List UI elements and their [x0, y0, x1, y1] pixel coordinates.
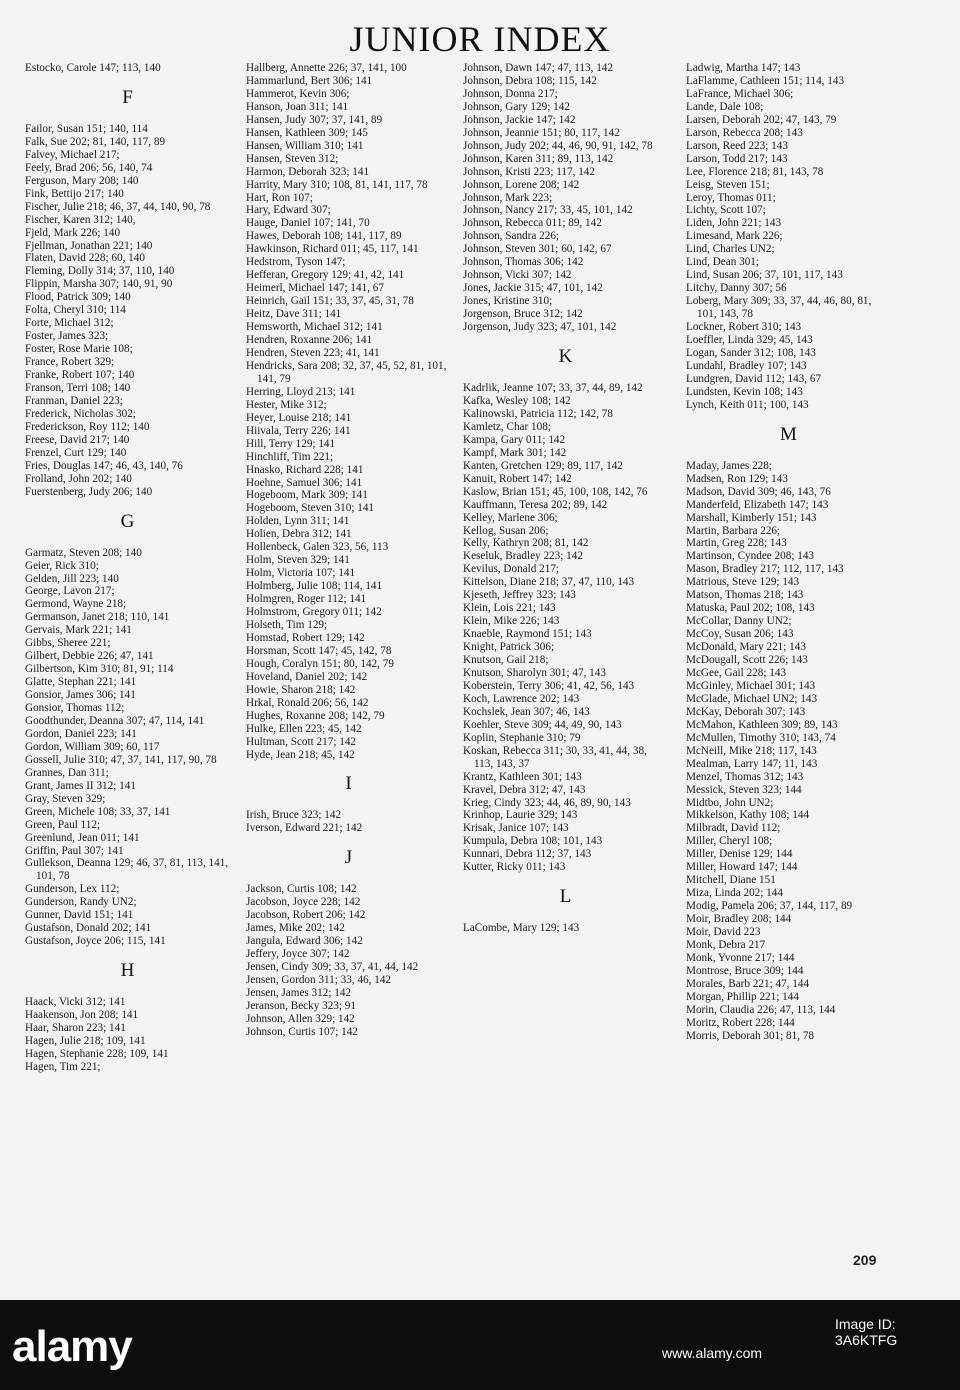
- index-entry: Larsen, Deborah 202; 47, 143, 79: [686, 113, 837, 126]
- index-entry: Moritz, Robert 228; 144: [686, 1016, 795, 1029]
- index-column-3: [463, 62, 668, 935]
- index-entry: Hultman, Scott 217; 142: [246, 735, 357, 748]
- index-entry: Gonsior, Thomas 112;: [25, 702, 125, 715]
- index-entry: Garmatz, Steven 208; 140: [25, 546, 142, 559]
- index-entry: Knutson, Gail 218;: [463, 654, 549, 667]
- index-entry: Montrose, Bruce 309; 144: [686, 964, 804, 977]
- index-entry: Johnson, Mark 223;: [463, 191, 553, 204]
- index-entry: Holm, Steven 329; 141: [246, 554, 350, 567]
- index-entry: Holden, Lynn 311; 141: [246, 515, 350, 528]
- index-entry: Johnson, Steven 301; 60, 142, 67: [463, 243, 612, 256]
- section-letter: J: [344, 847, 353, 869]
- index-entry: LaFlamme, Cathleen 151; 114, 143: [686, 74, 845, 87]
- index-entry: Lundgren, David 112; 143, 67: [686, 372, 822, 385]
- index-entry: Lichty, Scott 107;: [686, 204, 766, 217]
- index-entry: Gustafson, Joyce 206; 115, 141: [25, 935, 166, 948]
- index-entry: Klein, Mike 226; 143: [463, 615, 560, 628]
- index-entry: Hart, Ron 107;: [246, 191, 313, 204]
- index-entry: Kittelson, Diane 218; 37, 47, 110, 143: [463, 576, 635, 589]
- index-entry: Green, Paul 112;: [25, 818, 101, 831]
- index-entry: Manderfeld, Elizabeth 147; 143: [686, 498, 829, 511]
- index-entry: Johnson, Jeannie 151; 80, 117, 142: [463, 126, 620, 139]
- index-entry: Franke, Robert 107; 140: [25, 369, 135, 382]
- index-entry: Keseluk, Bradley 223; 142: [463, 550, 583, 563]
- index-entry: Gustafson, Donald 202; 141: [25, 922, 152, 935]
- index-entry: Hendren, Steven 223; 41, 141: [246, 346, 380, 359]
- index-entry: Hester, Mike 312;: [246, 398, 327, 411]
- index-entry: Gonsior, James 306; 141: [25, 689, 136, 702]
- index-entry: Lind, Charles UN2;: [686, 243, 775, 256]
- index-entry: Forte, Michael 312;: [25, 317, 114, 330]
- index-entry: Hansen, Judy 307; 37, 141, 89: [246, 113, 383, 126]
- index-entry: Glatte, Stephan 221; 141: [25, 676, 137, 689]
- index-entry: Mitchell, Diane 151: [686, 874, 776, 887]
- index-entry: Holmberg, Julie 108; 114, 141: [246, 580, 383, 593]
- index-entry: Jeffery, Joyce 307; 142: [246, 948, 350, 961]
- index-entry: Franson, Terri 108; 140: [25, 382, 131, 395]
- index-entry: Jangula, Edward 306; 142: [246, 935, 363, 948]
- index-entry: Mikkelson, Kathy 108; 144: [686, 809, 810, 822]
- index-entry: Krinhop, Laurie 329; 143: [463, 809, 578, 822]
- index-entry: Klein, Lois 221; 143: [463, 602, 556, 615]
- index-entry: Foster, James 323;: [25, 330, 109, 343]
- index-entry: Jones, Kristine 310;: [463, 295, 553, 308]
- index-entry: LaCombe, Mary 129; 143: [463, 922, 580, 935]
- index-entry: Holien, Debra 312; 141: [246, 528, 352, 541]
- index-entry: Lee, Florence 218; 81, 143, 78: [686, 165, 824, 178]
- index-entry: Krisak, Janice 107; 143: [463, 822, 569, 835]
- index-entry: Frenzel, Curt 129; 140: [25, 446, 127, 459]
- index-entry: Loeffler, Linda 329; 45, 143: [686, 334, 813, 347]
- index-entry: Johnson, Debra 108; 115, 142: [463, 74, 597, 87]
- index-entry: Holmgren, Roger 112; 141: [246, 593, 367, 606]
- index-entry: Gelden, Jill 223; 140: [25, 572, 119, 585]
- index-entry: Germanson, Janet 218; 110, 141: [25, 611, 170, 624]
- index-entry: Hansen, Steven 312;: [246, 152, 339, 165]
- index-entry: Gervais, Mark 221; 141: [25, 624, 132, 637]
- index-entry: Hill, Terry 129; 141: [246, 437, 336, 450]
- index-entry: Gordon, William 309; 60, 117: [25, 740, 160, 753]
- index-entry: Gordon, Daniel 223; 141: [25, 727, 137, 740]
- index-entry: Johnson, Judy 202; 44, 46, 90, 91, 142, 78: [463, 139, 653, 152]
- index-entry: Johnson, Allen 329; 142: [246, 1012, 355, 1025]
- index-entry: Gunderson, Randy UN2;: [25, 896, 137, 909]
- index-entry: Liden, John 221; 143: [686, 217, 782, 230]
- index-entry: Hyde, Jean 218; 45, 142: [246, 748, 355, 761]
- index-entry: Miller, Howard 147; 144: [686, 861, 798, 874]
- image-id-label: Image ID: 3A6KTFG: [835, 1316, 898, 1348]
- section-letter: F: [122, 86, 133, 108]
- index-entry: Kellog, Susan 206;: [463, 524, 549, 537]
- index-entry: Heyer, Louise 218; 141: [246, 411, 352, 424]
- index-entry: Johnson, Rebecca 011; 89, 142: [463, 217, 602, 230]
- index-entry: Johnson, Curtis 107; 142: [246, 1025, 358, 1038]
- section-letter: G: [120, 510, 135, 532]
- index-entry: Matson, Thomas 218; 143: [686, 589, 804, 602]
- index-entry: Jacobson, Robert 206; 142: [246, 909, 366, 922]
- index-entry: Litchy, Danny 307; 56: [686, 282, 787, 295]
- index-entry: McMullen, Timothy 310; 143, 74: [686, 731, 836, 744]
- index-entry: Johnson, Vicki 307; 142: [463, 269, 572, 282]
- section-letter: L: [559, 886, 572, 908]
- index-entry: Martinson, Cyndee 208; 143: [686, 550, 815, 563]
- index-entry: Morales, Barb 221; 47, 144: [686, 977, 810, 990]
- index-entry: Koch, Lawrence 202; 143: [463, 692, 580, 705]
- index-entry: Kalinowski, Patricia 112; 142, 78: [463, 407, 613, 420]
- index-entry: McMahon, Kathleen 309; 89, 143: [686, 718, 838, 731]
- index-entry: Hagen, Stephanie 228; 109, 141: [25, 1047, 169, 1060]
- index-entry: Estocko, Carole 147; 113, 140: [25, 62, 161, 74]
- page-number: 209: [853, 1252, 877, 1268]
- index-entry: Lande, Dale 108;: [686, 100, 764, 113]
- index-entry: Gibbs, Sheree 221;: [25, 637, 111, 650]
- index-entry: Kelley, Marlene 306;: [463, 511, 558, 524]
- index-entry: Miller, Cheryl 108;: [686, 835, 773, 848]
- index-entry: Hanson, Joan 311; 141: [246, 100, 349, 113]
- index-entry: Morin, Claudia 226; 47, 113, 144: [686, 1003, 836, 1016]
- index-entry: Fries, Douglas 147; 46, 43, 140, 76: [25, 459, 183, 472]
- index-entry: Larson, Reed 223; 143: [686, 139, 788, 152]
- index-entry: McKay, Deborah 307; 143: [686, 705, 806, 718]
- index-entry: Maday, James 228;: [686, 459, 772, 472]
- index-entry: Germond, Wayne 218;: [25, 598, 127, 611]
- index-entry: Monk, Debra 217: [686, 939, 766, 951]
- index-entry: Fjeld, Mark 226; 140: [25, 226, 121, 239]
- index-entry: Johnson, Gary 129; 142: [463, 100, 570, 113]
- index-entry: Morris, Deborah 301; 81, 78: [686, 1029, 815, 1042]
- index-entry: Larson, Rebecca 208; 143: [686, 126, 803, 139]
- index-entry: James, Mike 202; 142: [246, 922, 345, 935]
- index-entry: Krieg, Cindy 323; 44, 46, 89, 90, 143: [463, 796, 631, 809]
- index-entry: Gilbertson, Kim 310; 81, 91; 114: [25, 663, 174, 676]
- index-entry: McNeill, Mike 218; 117, 143: [686, 744, 817, 757]
- index-entry: Kravel, Debra 312; 47, 143: [463, 783, 586, 796]
- index-entry: Heinrich, Gail 151; 33, 37, 45, 31, 78: [246, 295, 414, 308]
- index-entry: Martin, Barbara 226;: [686, 524, 781, 537]
- index-entry: Madsen, Ron 129; 143: [686, 472, 788, 485]
- index-entry: Hammerot, Kevin 306;: [246, 87, 350, 100]
- index-entry: Johnson, Thomas 306; 142: [463, 256, 584, 269]
- index-entry: Hansen, William 310; 141: [246, 139, 364, 152]
- index-entry: Iverson, Edward 221; 142: [246, 822, 363, 835]
- index-entry: Hollenbeck, Galen 323, 56, 113: [246, 541, 389, 554]
- index-entry: McDougall, Scott 226; 143: [686, 654, 808, 667]
- index-entry: Kelly, Kathryn 208; 81, 142: [463, 537, 589, 550]
- index-entry: Ferguson, Mary 208; 140: [25, 174, 139, 187]
- index-entry: Geier, Rick 310;: [25, 559, 99, 572]
- index-entry: Grant, James II 312; 141: [25, 779, 136, 792]
- index-entry: Hulke, Ellen 223; 45, 142: [246, 722, 362, 735]
- index-entry: Kampa, Gary 011; 142: [463, 433, 566, 446]
- index-entry: Kanten, Gretchen 129; 89, 117, 142: [463, 459, 623, 472]
- index-column-2: [246, 62, 451, 1039]
- index-entry: Lynch, Keith 011; 100, 143: [686, 398, 809, 411]
- index-entry: Koberstein, Terry 306; 41, 42, 56, 143: [463, 679, 635, 692]
- index-entry: Griffin, Paul 307; 141: [25, 844, 124, 857]
- index-entry: Morgan, Phillip 221; 144: [686, 990, 799, 1003]
- index-entry: McGee, Gail 228; 143: [686, 666, 787, 679]
- index-entry: Fischer, Karen 312; 140,: [25, 213, 136, 226]
- index-entry: Kjeseth, Jeffrey 323; 143: [463, 589, 576, 602]
- index-entry: Hogeboom, Mark 309; 141: [246, 489, 368, 502]
- index-entry: Holm, Victoria 107; 141: [246, 567, 356, 580]
- index-entry: Heimerl, Michael 147; 141, 67: [246, 282, 384, 295]
- index-entry: Falk, Sue 202; 81, 140, 117, 89: [25, 135, 166, 148]
- index-entry: Folta, Cheryl 310; 114: [25, 304, 126, 317]
- index-entry: Freese, David 217; 140: [25, 433, 130, 446]
- index-entry: Hammarlund, Bert 306; 141: [246, 74, 373, 87]
- index-entry: Hawkinson, Richard 011; 45, 117, 141: [246, 243, 419, 256]
- index-entry: Jensen, Cindy 309; 33, 37, 41, 44, 142: [246, 961, 419, 974]
- index-entry: Hrkal, Ronald 206; 56, 142: [246, 696, 369, 709]
- index-entry: Fuerstenberg, Judy 206; 140: [25, 485, 153, 498]
- section-letter: M: [780, 423, 797, 445]
- index-entry: Logan, Sander 312; 108, 143: [686, 346, 816, 359]
- index-entry: Jeranson, Becky 323; 91: [246, 999, 356, 1012]
- index-entry: Kanuit, Robert 147; 142: [463, 472, 572, 485]
- index-entry: McCoy, Susan 206; 143: [686, 628, 794, 641]
- index-entry: Kauffmann, Teresa 202; 89, 142: [463, 498, 608, 511]
- index-entry: Jorgenson, Judy 323; 47, 101, 142: [463, 321, 617, 334]
- index-entry: McDonald, Mary 221; 143: [686, 641, 806, 654]
- index-entry: Hinchliff, Tim 221;: [246, 450, 334, 463]
- index-entry: Menzel, Thomas 312; 143: [686, 770, 804, 783]
- index-entry: Lind, Susan 206; 37, 101, 117, 143: [686, 269, 843, 282]
- index-entry: Hughes, Roxanne 208; 142, 79: [246, 709, 385, 722]
- index-entry: Holmstrom, Gregory 011; 142: [246, 606, 382, 619]
- index-entry: Hary, Edward 307;: [246, 204, 331, 217]
- index-entry: Gunner, David 151; 141: [25, 909, 134, 922]
- index-entry: Johnson, Nancy 217; 33, 45, 101, 142: [463, 204, 633, 217]
- index-entry: Loberg, Mary 309; 33, 37, 44, 46, 80, 81, 101, 143, 78: [686, 295, 872, 321]
- index-entry: Monk, Yvonne 217; 144: [686, 951, 795, 964]
- index-entry: Flaten, David 228; 60, 140: [25, 252, 145, 265]
- index-entry: Horsman, Scott 147; 45, 142, 78: [246, 644, 392, 657]
- index-entry: Johnson, Jackie 147; 142: [463, 113, 576, 126]
- index-column-1: [25, 62, 230, 1074]
- index-entry: Jorgenson, Bruce 312; 142: [463, 308, 583, 321]
- index-entry: Jackson, Curtis 108; 142: [246, 883, 357, 896]
- section-letter: H: [120, 960, 135, 982]
- index-entry: Lundahl, Bradley 107; 143: [686, 359, 807, 372]
- index-entry: Mealman, Larry 147; 11, 143: [686, 757, 818, 770]
- index-entry: Matrious, Steve 129; 143: [686, 576, 800, 589]
- index-entry: Hedstrom, Tyson 147;: [246, 256, 346, 269]
- index-entry: Feely, Brad 206; 56, 140, 74: [25, 161, 153, 174]
- index-entry: Jacobson, Joyce 228; 142: [246, 896, 361, 909]
- index-entry: Gunderson, Lex 112;: [25, 883, 120, 896]
- index-entry: Hagen, Tim 221;: [25, 1060, 101, 1073]
- index-entry: Moir, Bradley 208; 144: [686, 913, 792, 926]
- index-entry: McGinley, Michael 301; 143: [686, 679, 816, 692]
- index-entry: Knaeble, Raymond 151; 143: [463, 628, 592, 641]
- alamy-url: www.alamy.com: [662, 1345, 763, 1361]
- index-entry: Hoehne, Samuel 306; 141: [246, 476, 363, 489]
- section-letter: K: [558, 346, 573, 368]
- index-entry: Johnson, Lorene 208; 142: [463, 178, 580, 191]
- index-entry: Foster, Rose Marie 108;: [25, 343, 133, 356]
- index-entry: Frederick, Nicholas 302;: [25, 407, 136, 420]
- index-entry: Howie, Sharon 218; 142: [246, 683, 356, 696]
- index-entry: Harmon, Deborah 323; 141: [246, 165, 370, 178]
- index-entry: Fleming, Dolly 314; 37, 110, 140: [25, 265, 175, 278]
- index-entry: Failor, Susan 151; 140, 114: [25, 122, 148, 135]
- index-entry: Miza, Linda 202; 144: [686, 887, 783, 900]
- index-entry: Matuska, Paul 202; 108, 143: [686, 602, 815, 615]
- index-entry: Knight, Patrick 306;: [463, 641, 555, 654]
- index-entry: Kunnari, Debra 112; 37, 143: [463, 848, 592, 861]
- index-entry: Hawes, Deborah 108; 141, 117, 89: [246, 230, 402, 243]
- index-entry: Gray, Steven 329;: [25, 792, 106, 805]
- index-entry: Haakenson, Jon 208; 141: [25, 1009, 139, 1022]
- index-entry: Krantz, Kathleen 301; 143: [463, 770, 582, 783]
- index-entry: Holseth, Tim 129;: [246, 618, 328, 631]
- index-entry: Flood, Patrick 309; 140: [25, 291, 131, 304]
- index-entry: McGlade, Michael UN2; 143: [686, 692, 818, 705]
- index-entry: Hoveland, Daniel 202; 142: [246, 670, 368, 683]
- index-entry: Johnson, Kristi 223; 117, 142: [463, 165, 595, 178]
- index-entry: Johnson, Sandra 226;: [463, 230, 560, 243]
- index-entry: Green, Michele 108; 33, 37, 141: [25, 805, 171, 818]
- index-entry: Frederickson, Roy 112; 140: [25, 420, 150, 433]
- index-entry: Flippin, Marsha 307; 140, 91, 90: [25, 278, 173, 291]
- index-entry: Fjellman, Jonathan 221; 140: [25, 239, 153, 252]
- index-entry: Fink, Bettijo 217; 140: [25, 187, 124, 200]
- index-entry: Milbradt, David 112;: [686, 822, 781, 835]
- index-entry: Hendren, Roxanne 206; 141: [246, 334, 373, 347]
- index-entry: Hansen, Kathleen 309; 145: [246, 126, 368, 139]
- index-entry: Jensen, James 312; 142: [246, 987, 352, 999]
- index-entry: Leisg, Steven 151;: [686, 178, 770, 191]
- index-entry: Marshall, Kimberly 151; 143: [686, 511, 817, 524]
- index-entry: Irish, Bruce 323; 142: [246, 809, 342, 822]
- index-entry: Kochslek, Jean 307; 46, 143: [463, 705, 590, 718]
- index-entry: Knutson, Sharolyn 301; 47, 143: [463, 666, 606, 679]
- index-entry: Midtbo, John UN2;: [686, 796, 774, 809]
- index-entry: Hauge, Daniel 107; 141, 70: [246, 217, 370, 230]
- index-entry: Lind, Dean 301;: [686, 256, 760, 269]
- index-entry: Hogeboom, Steven 310; 141: [246, 502, 375, 515]
- section-letter: I: [345, 773, 352, 795]
- index-entry: Jensen, Gordon 311; 33, 46, 142: [246, 974, 392, 987]
- index-entry: Gossell, Julie 310; 47, 37, 141, 117, 90, 78: [25, 753, 217, 766]
- index-entry: Larson, Todd 217; 143: [686, 152, 788, 165]
- index-entry: Frolland, John 202; 140: [25, 472, 132, 485]
- index-entry: Haack, Vicki 312; 141: [25, 996, 126, 1009]
- index-entry: Herring, Lloyd 213; 141: [246, 385, 356, 398]
- index-column-4: [686, 62, 891, 1043]
- index-entry: Johnson, Donna 217;: [463, 87, 558, 100]
- index-entry: Heitz, Dave 311; 141: [246, 308, 342, 321]
- index-entry: Jones, Jackie 315; 47, 101, 142: [463, 282, 603, 295]
- index-entry: Fischer, Julie 218; 46, 37, 44, 140, 90, 78: [25, 200, 211, 213]
- index-entry: Moir, David 223: [686, 926, 761, 939]
- index-entry: Madson, David 309; 46, 143, 76: [686, 485, 831, 498]
- index-entry: Kampf, Mark 301; 142: [463, 446, 567, 459]
- watermark-footer: [0, 1300, 960, 1390]
- index-entry: Kaslow, Brian 151; 45, 100, 108, 142, 76: [463, 485, 648, 498]
- index-entry: Martin, Greg 228; 143: [686, 537, 787, 550]
- index-entry: Hendricks, Sara 208; 32, 37, 45, 52, 81, 101, 141, 79: [246, 359, 447, 385]
- index-entry: France, Robert 329;: [25, 356, 115, 369]
- index-entry: McCollar, Danny UN2;: [686, 615, 792, 628]
- index-entry: Kamletz, Char 108;: [463, 420, 551, 433]
- index-entry: Harrity, Mary 310; 108, 81, 141, 117, 78: [246, 178, 428, 191]
- index-entry: Kevilus, Donald 217;: [463, 563, 560, 576]
- page-title: JUNIOR INDEX: [349, 19, 611, 59]
- index-entry: Falvey, Michael 217;: [25, 148, 120, 161]
- index-entry: Johnson, Dawn 147; 47, 113, 142: [463, 62, 613, 74]
- index-entry: Hough, Coralyn 151; 80, 142, 79: [246, 657, 394, 670]
- index-entry: Greenlund, Jean 011; 141: [25, 831, 140, 844]
- index-entry: Johnson, Karen 311; 89, 113, 142: [463, 152, 614, 165]
- index-entry: LaFrance, Michael 306;: [686, 87, 794, 100]
- index-entry: Koehler, Steve 309; 44, 49, 90, 143: [463, 718, 622, 731]
- index-entry: Grannes, Dan 311;: [25, 766, 109, 779]
- index-entry: Gullekson, Deanna 129; 46, 37, 81, 113, 141, 101, 78: [25, 857, 229, 883]
- index-entry: Lundsten, Kevin 108; 143: [686, 385, 803, 398]
- index-entry: Gilbert, Debbie 226; 47, 141: [25, 650, 154, 663]
- index-entry: Kafka, Wesley 108; 142: [463, 394, 571, 407]
- index-entry: George, Lavon 217;: [25, 585, 115, 598]
- index-entry: Kumpula, Debra 108; 101, 143: [463, 835, 603, 848]
- index-entry: Kutter, Ricky 011; 143: [463, 861, 566, 874]
- index-entry: Hefferan, Gregory 129; 41, 42, 141: [246, 269, 405, 282]
- index-entry: Hallberg, Annette 226; 37, 141, 100: [246, 62, 407, 74]
- index-entry: Franman, Daniel 223;: [25, 394, 123, 407]
- index-entry: Limesand, Mark 226;: [686, 230, 783, 243]
- index-entry: Hagen, Julie 218; 109, 141: [25, 1035, 146, 1047]
- index-entry: Homstad, Robert 129; 142: [246, 631, 365, 644]
- index-entry: Hiivala, Terry 226; 141: [246, 424, 351, 437]
- index-entry: Ladwig, Martha 147; 143: [686, 62, 801, 74]
- index-entry: Koskan, Rebecca 311; 30, 33, 41, 44, 38, 113, 143, 37: [463, 744, 647, 770]
- index-entry: Haar, Sharon 223; 141: [25, 1022, 126, 1035]
- index-entry: Leroy, Thomas 011;: [686, 191, 776, 204]
- index-entry: Lockner, Robert 310; 143: [686, 321, 802, 334]
- index-entry: Kadrlik, Jeanne 107; 33, 37, 44, 89, 142: [463, 382, 643, 395]
- index-entry: Miller, Denise 129; 144: [686, 848, 793, 861]
- alamy-logo: alamy: [12, 1322, 132, 1371]
- index-entry: Goodthunder, Deanna 307; 47, 114, 141: [25, 714, 205, 727]
- index-entry: Messick, Steven 323; 144: [686, 783, 802, 796]
- index-entry: Modig, Pamela 206; 37, 144, 117, 89: [686, 900, 853, 913]
- index-entry: Koplin, Stephanie 310; 79: [463, 731, 581, 744]
- index-entry: Hnasko, Richard 228; 141: [246, 463, 364, 476]
- index-entry: Mason, Bradley 217; 112, 117, 143: [686, 563, 844, 576]
- index-entry: Hemsworth, Michael 312; 141: [246, 321, 383, 334]
